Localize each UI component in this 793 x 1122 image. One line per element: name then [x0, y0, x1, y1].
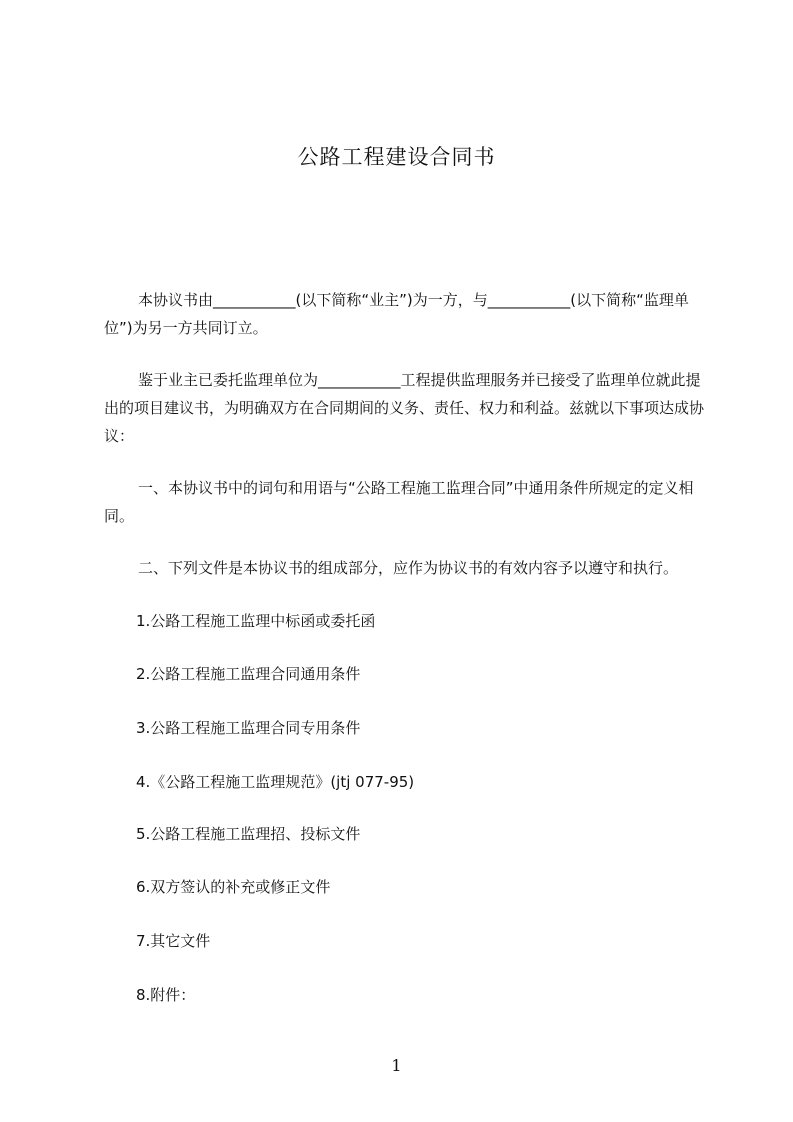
page-number: 1: [391, 1056, 402, 1075]
list-item: 5.公路工程施工监理招、投标文件: [136, 825, 361, 843]
list-item: 2.公路工程施工监理合同通用条件: [136, 665, 361, 683]
paragraph-recital: 鉴于业主已委托监理单位为___________工程提供监理服务并已接受了监理单位就此提出的项目建议书，为明确双方在合同期间的义务、责任、权力和利益。兹就以下事项达成协议：: [104, 371, 705, 445]
list-item: 4.《公路工程施工监理规范》(jtj 077-95): [136, 773, 415, 791]
list-item: 6.双方签认的补充或修正文件: [136, 878, 331, 896]
list-item: 1.公路工程施工监理中标函或委托函: [136, 612, 376, 630]
document-title: 公路工程建设合同书: [297, 145, 496, 169]
list-item: 7.其它文件: [136, 932, 211, 950]
paragraph-clause-one: 一、本协议书中的词句和用语与“公路工程施工监理合同”中通用条件所规定的定义相同。: [104, 479, 694, 525]
list-item: 3.公路工程施工监理合同专用条件: [136, 719, 361, 737]
list-item: 8.附件：: [136, 986, 196, 1004]
paragraph-clause-two: 二、下列文件是本协议书的组成部分，应作为协议书的有效内容予以遵守和执行。: [138, 559, 679, 577]
paragraph-parties: 本协议书由___________(以下简称“业主”)为一方，与___________(以下简称“监理单位”)为另一方共同订立。: [104, 291, 689, 337]
